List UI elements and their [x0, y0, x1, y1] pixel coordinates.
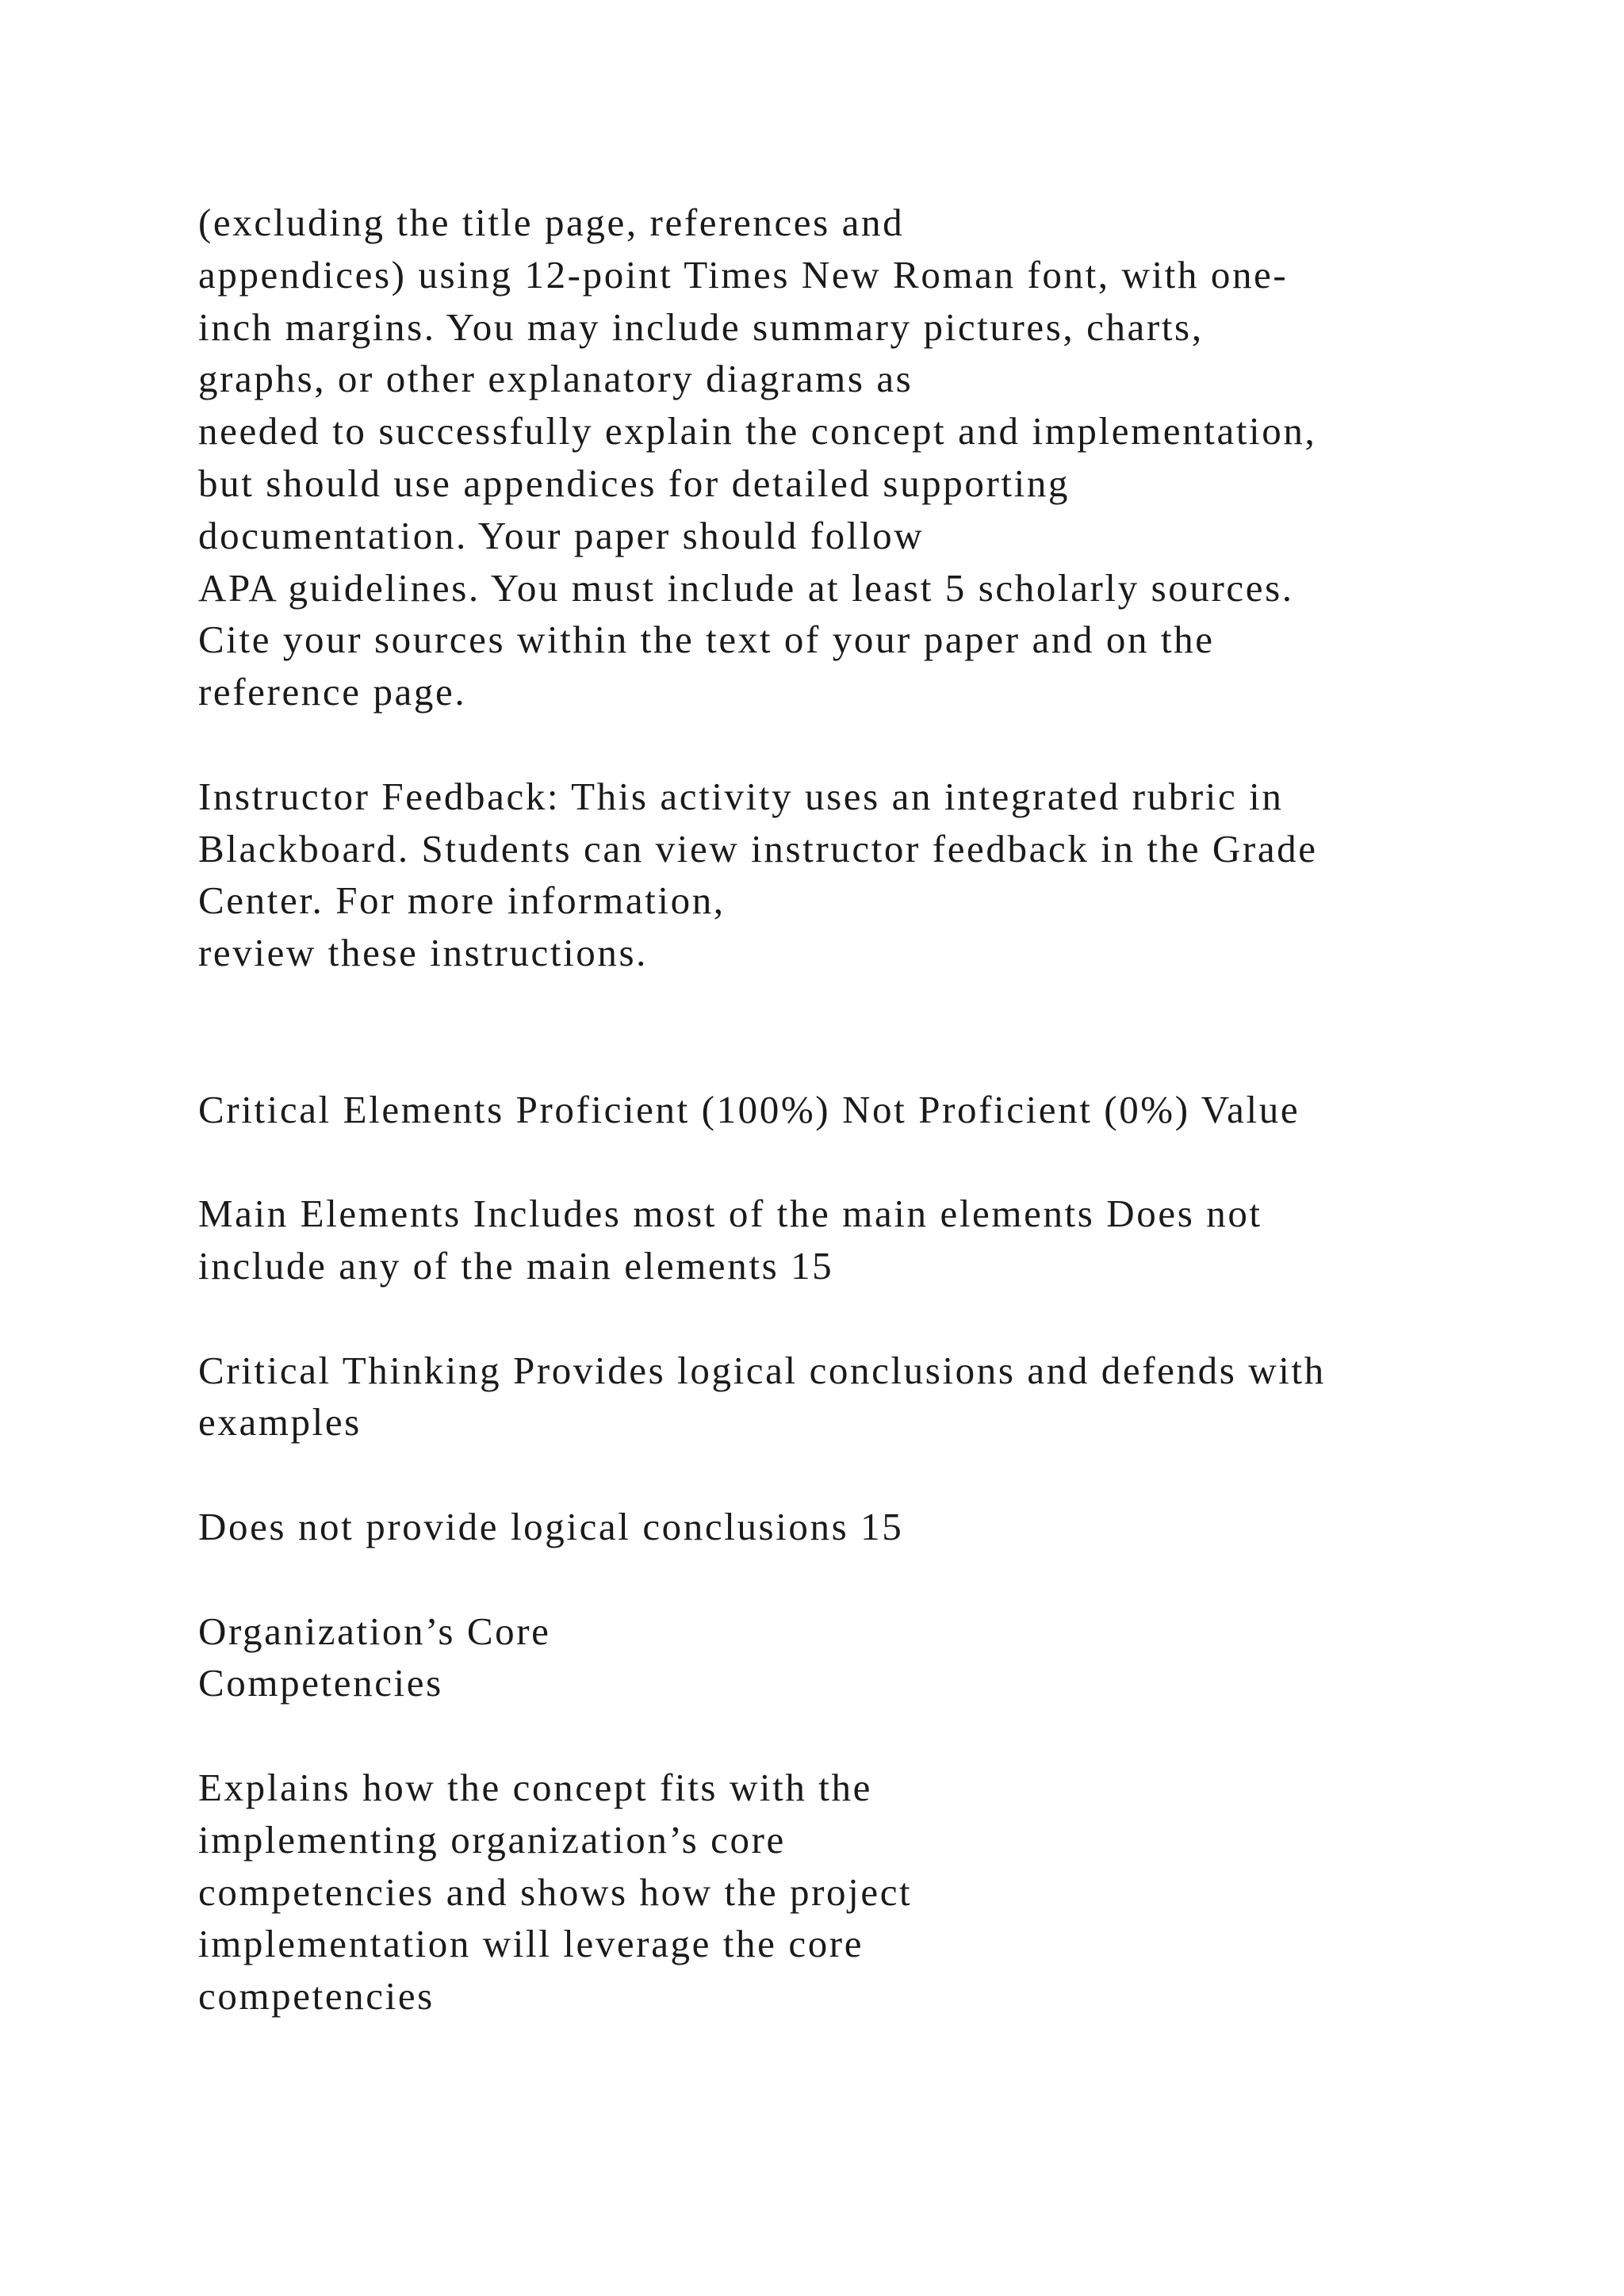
text-line: graphs, or other explanatory diagrams as [198, 357, 914, 401]
text-line: reference page. [198, 670, 467, 714]
text-line: Does not provide logical conclusions 15 [198, 1504, 904, 1548]
instructor-feedback-paragraph [198, 771, 1507, 979]
text-line: Cite your sources within the text of your paper and on the [198, 618, 1215, 662]
text-line: Organization’s Core [198, 1609, 551, 1653]
document-body [198, 197, 1507, 2022]
rubric-row-main-elements [198, 1188, 1507, 1292]
text-line: implementing organization’s core [198, 1817, 786, 1862]
text-line: examples [198, 1400, 362, 1445]
paragraph-gap [198, 718, 1507, 771]
text-line: include any of the main elements 15 [198, 1243, 834, 1288]
text-line: Main Elements Includes most of the main elements Does not [198, 1192, 1262, 1236]
rubric-header [198, 1084, 1507, 1136]
text-line: (excluding the title page, references and [198, 201, 905, 244]
text-line: Instructor Feedback: This activity uses an integrated rubric in [198, 774, 1284, 818]
rubric-core-competencies-proficient [198, 1762, 1507, 2022]
text-line: Competencies [198, 1661, 443, 1705]
text-line: documentation. Your paper should follow [198, 513, 925, 557]
text-line: needed to successfully explain the concept and implementation, [198, 409, 1317, 453]
text-line: competencies [198, 1974, 435, 2019]
rubric-core-competencies-title [198, 1605, 1507, 1710]
rubric-row-critical-thinking [198, 1345, 1507, 1449]
paragraph-gap [198, 1709, 1507, 1762]
text-line: Explains how the concept fits with the [198, 1765, 872, 1809]
text-line: competencies and shows how the project [198, 1869, 913, 1914]
paragraph-gap [198, 1448, 1507, 1501]
text-line: Blackboard. Students can view instructor feedback in the Grade [198, 826, 1318, 871]
text-line: Critical Elements Proficient (100%) Not Proficient (0%) Value [198, 1087, 1300, 1131]
text-line: APA guidelines. You must include at least 5 scholarly sources. [198, 565, 1294, 610]
text-line: review these instructions. [198, 931, 649, 975]
text-line: but should use appendices for detailed supporting [198, 461, 1071, 505]
rubric-critical-thinking-not-proficient [198, 1501, 1507, 1553]
intro-paragraph [198, 197, 1507, 718]
text-line: implementation will leverage the core [198, 1922, 864, 1966]
paragraph-gap [198, 1292, 1507, 1345]
text-line: Center. For more information, [198, 878, 726, 923]
text-line: appendices) using 12-point Times New Roman font, with one- [198, 252, 1289, 297]
text-line: inch margins. You may include summary pictures, charts, [198, 304, 1204, 349]
paragraph-gap [198, 1135, 1507, 1188]
text-line: Critical Thinking Provides logical conclusions and defends with [198, 1348, 1326, 1392]
paragraph-gap [198, 1553, 1507, 1605]
paragraph-gap [198, 979, 1507, 1084]
